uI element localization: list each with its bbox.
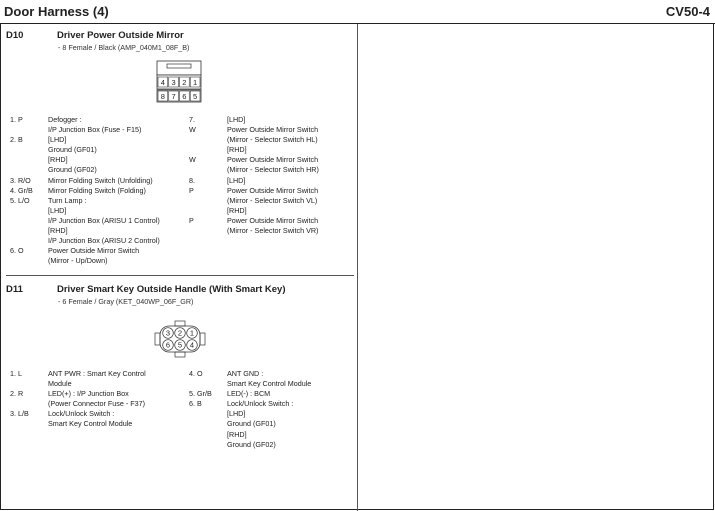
d10-pin-number: W — [189, 155, 196, 165]
d10-row — [10, 155, 185, 165]
d10-pin-description: (Mirror - Selector Switch HL) — [227, 135, 318, 145]
d10-row — [189, 196, 354, 206]
d11-row — [189, 389, 354, 399]
d11-pin-description: LED(+) : I/P Junction Box — [48, 389, 129, 399]
d10-pin-label: 7 — [171, 91, 176, 101]
d10-row — [189, 145, 354, 155]
d11-pin-label: 3 — [165, 328, 171, 338]
d10-pin-list-left — [10, 115, 185, 275]
d10-pin-description: [RHD] — [48, 155, 68, 165]
page-code: CV50-4 — [665, 4, 710, 19]
d10-pin-description: Power Outside Mirror Switch — [227, 125, 319, 135]
section-divider — [6, 275, 354, 276]
d11-pin-label: 5 — [177, 340, 183, 350]
d11-pin-description: Lock/Unlock Switch : — [227, 399, 294, 409]
d10-row — [10, 125, 185, 135]
d10-pin-number: P — [189, 185, 194, 195]
d11-connector-spec: - 6 Female / Gray (KET_040WP_06F_GR) — [58, 297, 194, 306]
d10-row — [189, 125, 354, 135]
d11-pin-description: Smart Key Control Module — [227, 379, 312, 389]
d11-row — [10, 379, 185, 389]
d10-pin-description: Ground (GF01) — [48, 145, 97, 155]
d10-pin-description: (Mirror - Selector Switch VR) — [227, 226, 319, 236]
d10-pin-description: Power Outside Mirror Switch — [227, 185, 319, 195]
d10-pin-description: Ground (GF02) — [48, 165, 97, 175]
d10-pin-description: Mirror Folding Switch (Folding) — [48, 185, 146, 195]
page-header — [0, 0, 715, 24]
d10-row — [10, 165, 185, 175]
d10-pin-number: 3. R/O — [10, 175, 31, 185]
d10-row — [10, 206, 185, 216]
d10-pin-label: 8 — [160, 91, 165, 101]
d10-pin-description: Mirror Folding Switch (Unfolding) — [48, 175, 153, 185]
d10-row — [189, 206, 354, 216]
d11-pin-description: Smart Key Control Module — [48, 419, 133, 429]
d10-pin-description: Power Outside Mirror Switch — [48, 246, 140, 256]
d11-row — [189, 379, 354, 389]
d11-pin-description: ANT PWR : Smart Key Control — [48, 369, 146, 378]
d10-pin-description: Defogger : — [48, 115, 82, 124]
d10-row — [10, 216, 185, 226]
d11-pin-description: [RHD] — [227, 429, 247, 439]
d10-connector-diagram — [150, 58, 210, 104]
d10-pin-number: 4. Gr/B — [10, 185, 33, 195]
d11-id: D11 — [6, 284, 23, 295]
d11-row — [189, 369, 354, 379]
d11-row — [10, 419, 185, 429]
d10-pin-number: 6. O — [10, 246, 24, 256]
d10-row — [189, 226, 354, 236]
d11-pin-description: Ground (GF01) — [227, 419, 276, 429]
d10-pin-number: 5. L/O — [10, 195, 30, 205]
d10-row — [189, 216, 354, 226]
d11-pin-description: Module — [48, 379, 72, 389]
d11-pin-description: Lock/Unlock Switch : — [48, 409, 115, 419]
d10-pin-description: (Mirror - Selector Switch HR) — [227, 165, 319, 175]
d10-row — [10, 226, 185, 236]
d11-row — [189, 440, 354, 450]
d10-row — [10, 196, 185, 206]
d11-name: Driver Smart Key Outside Handle (With Smart Key) — [57, 284, 286, 295]
d10-pin-description: [LHD] — [48, 205, 67, 215]
d11-pin-description: Ground (GF02) — [227, 439, 276, 449]
d11-row — [189, 409, 354, 419]
d10-row — [10, 236, 185, 246]
d10-row — [10, 256, 185, 266]
d10-pin-number: W — [189, 125, 196, 135]
d11-pin-number: 6. B — [189, 399, 202, 409]
d11-row — [10, 399, 185, 409]
d10-row — [10, 115, 185, 125]
d10-pin-label: 2 — [182, 77, 187, 87]
d11-row — [189, 399, 354, 409]
d10-row — [189, 186, 354, 196]
d11-pin-label: 6 — [165, 340, 171, 350]
d10-pin-description: [LHD] — [48, 135, 67, 145]
d11-row — [10, 389, 185, 399]
d11-row — [10, 369, 185, 379]
d10-pin-description: I/P Junction Box (ARISU 1 Control) — [48, 215, 160, 225]
d11-connector-diagram — [152, 318, 208, 360]
d10-pin-label: 3 — [171, 77, 176, 87]
d10-pin-description: (Mirror - Up/Down) — [48, 256, 108, 266]
d10-row — [10, 145, 185, 155]
d11-pin-list-right — [189, 369, 354, 459]
d10-row — [10, 135, 185, 145]
d11-pin-description: LED(-) : BCM — [227, 389, 271, 399]
d11-row — [10, 409, 185, 419]
d10-pin-label: 1 — [193, 77, 198, 87]
d10-row — [189, 176, 354, 186]
d10-row — [10, 176, 185, 186]
page-title: Door Harness (4) — [4, 4, 109, 19]
d11-pin-number: 4. O — [189, 369, 203, 378]
d10-pin-number: 1. P — [10, 115, 23, 124]
d11-connector-key-right — [200, 333, 205, 345]
d10-row — [10, 246, 185, 256]
d10-pin-list-right — [189, 115, 354, 245]
d10-pin-description: [LHD] — [227, 115, 246, 124]
d11-pin-number: 2. R — [10, 389, 24, 399]
d11-pin-number: 3. L/B — [10, 409, 29, 419]
d10-row — [10, 186, 185, 196]
d10-name: Driver Power Outside Mirror — [57, 30, 184, 41]
d11-connector-key-top — [175, 321, 185, 326]
d11-pin-number: 1. L — [10, 369, 22, 378]
d10-pin-description: [LHD] — [227, 175, 246, 185]
d11-pin-list-left — [10, 369, 185, 439]
column-divider — [357, 24, 358, 511]
d10-pin-label: 6 — [182, 91, 187, 101]
d10-pin-description: I/P Junction Box (Fuse - F15) — [48, 125, 142, 135]
d10-pin-description: [RHD] — [48, 226, 68, 236]
d11-pin-label: 4 — [189, 340, 195, 350]
d11-pin-description: (Power Connector Fuse - F37) — [48, 399, 146, 409]
d10-pin-description: (Mirror - Selector Switch VL) — [227, 195, 318, 205]
d10-row — [189, 165, 354, 175]
d10-pin-description: [RHD] — [227, 205, 247, 215]
d10-row — [189, 135, 354, 145]
d10-pin-number: 2. B — [10, 135, 23, 145]
d11-pin-description: ANT GND : — [227, 369, 264, 378]
d10-pin-description: [RHD] — [227, 145, 247, 155]
d10-id: D10 — [6, 30, 24, 41]
d10-pin-number: 8. — [189, 175, 195, 185]
d10-pin-description: Power Outside Mirror Switch — [227, 215, 319, 225]
d10-pin-description: I/P Junction Box (ARISU 2 Control) — [48, 236, 160, 246]
d11-row — [189, 430, 354, 440]
d11-connector-key-bottom — [175, 352, 185, 357]
d10-pin-number: 7. — [189, 115, 195, 124]
d10-pin-label: 5 — [193, 91, 198, 101]
d11-pin-description: [LHD] — [227, 409, 246, 419]
d10-pin-description: Power Outside Mirror Switch — [227, 155, 319, 165]
d10-row — [189, 115, 354, 125]
d10-pin-label: 4 — [160, 77, 165, 87]
d10-connector-spec: - 8 Female / Black (AMP_040M1_08F_B) — [58, 43, 190, 52]
d11-pin-label: 1 — [189, 328, 195, 338]
d10-pin-description: Turn Lamp : — [48, 195, 87, 205]
d11-pin-number: 5. Gr/B — [189, 389, 212, 399]
d11-connector-key-left — [155, 333, 160, 345]
d10-row — [189, 155, 354, 165]
d10-pin-number: P — [189, 215, 194, 225]
d10-connector-latch-slot — [167, 64, 191, 68]
d11-row — [189, 419, 354, 429]
d11-pin-label: 2 — [177, 328, 183, 338]
